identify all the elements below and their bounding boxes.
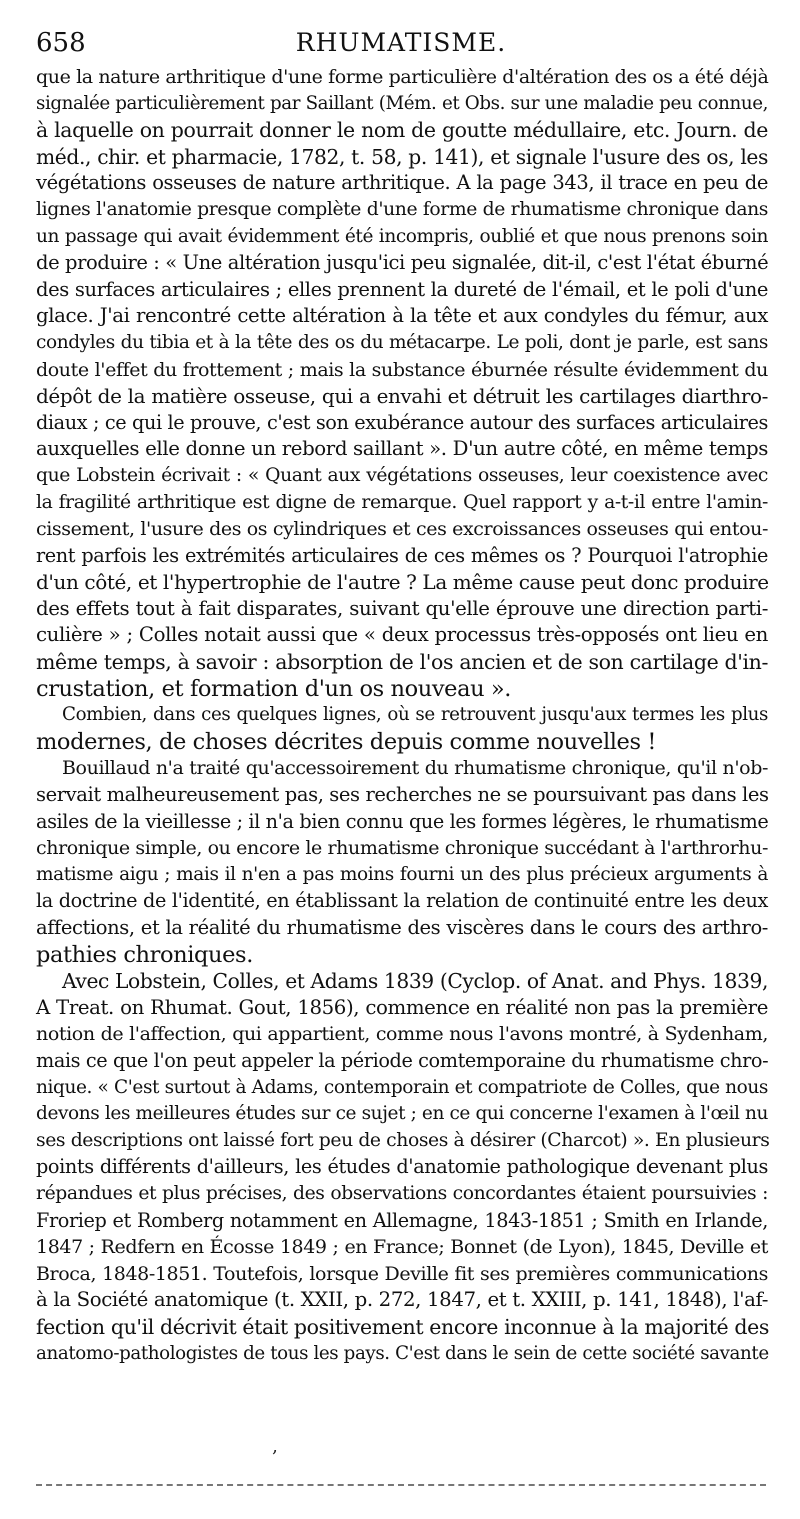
text-line: méd., chir. et pharmacie, 1782, t. 58, p. 141), et signale l'usure des os, les xyxy=(36,144,768,169)
text-line: à laquelle on pourrait donner le nom de goutte médullaire, etc. Journ. de xyxy=(36,118,768,143)
text-line: à la Société anatomique (t. XXII, p. 272, 1847, et t. XXIII, p. 141, 1848), l'af- xyxy=(36,1288,768,1312)
text-line: affections, et la réalité du rhumatisme des viscères dans le cours des arthro- xyxy=(36,916,768,939)
text-line: d'un côté, et l'hypertrophie de l'autre ? La même cause peut donc produire xyxy=(36,570,769,595)
page-header xyxy=(36,26,766,60)
text-line: cissement, l'usure des os cylindriques et ces excroissances osseuses qui entou- xyxy=(36,518,768,541)
text-line: de produire : « Une altération jusqu'ici peu signalée, dit-il, c'est l'état éburné xyxy=(36,251,769,275)
text-line: crustation, et formation d'un os nouveau ». xyxy=(36,675,512,702)
text-line: glace. J'ai rencontré cette altération à la tête et aux condyles du fémur, aux xyxy=(36,304,768,328)
text-line: condyles du tibia et à la tête des os du métacarpe. Le poli, dont je parle, est sans xyxy=(36,331,768,353)
text-line: des effets tout à fait disparates, suivant qu'elle éprouve une direction parti- xyxy=(36,596,768,620)
text-line: doute l'effet du frottement ; mais la substance éburnée résulte évidemment du xyxy=(36,358,768,381)
text-line: Broca, 1848-1851. Toutefois, lorsque Deville fit ses premières communications xyxy=(36,1262,768,1285)
text-line: répandues et plus précises, des observations concordantes étaient poursuivies : xyxy=(36,1182,768,1204)
text-line: asiles de la vieillesse ; il n'a bien connu que les formes légères, le rhumatisme xyxy=(36,809,769,833)
paragraph-first-line: Combien, dans ces quelques lignes, où se retrouvent jusqu'aux termes les plus xyxy=(62,704,768,726)
text-line: auxquelles elle donne un rebord saillant ». D'un autre côté, en même temps xyxy=(36,437,768,461)
text-line: fection qu'il décrivit était positivement encore inconnue à la majorité des xyxy=(36,1314,769,1339)
text-line: diaux ; ce qui le prouve, c'est son exubérance autour des surfaces articulaires xyxy=(36,410,768,434)
text-line: modernes, de choses décrites depuis comme nouvelles ! xyxy=(36,728,657,755)
text-line: que Lobstein écrivait : « Quant aux végétations osseuses, leur coexistence avec xyxy=(36,464,768,486)
text-line: devons les meilleures études sur ce sujet ; en ce qui concerne l'examen à l'œil nu xyxy=(36,1103,768,1125)
text-line: végétations osseuses de nature arthritique. A la page 343, il trace en peu de xyxy=(36,171,768,195)
ink-speck: ‚ xyxy=(272,1436,278,1457)
running-title: RHUMATISME. xyxy=(295,28,507,57)
text-line: points différents d'ailleurs, les études d'anatomie pathologique devenant plus xyxy=(36,1155,768,1179)
paragraph-first-line: Avec Lobstein, Colles, et Adams 1839 (Cyclop. of Anat. and Phys. 1839, xyxy=(62,969,769,994)
text-line: ses descriptions ont laissé fort peu de choses à désirer (Charcot) ». En plusieurs xyxy=(36,1129,770,1151)
text-line: Froriep et Romberg notamment en Allemagne, 1843-1851 ; Smith en Irlande, xyxy=(36,1208,768,1232)
text-line: chronique simple, ou encore le rhumatisme chronique succédant à l'arthrorhu- xyxy=(36,837,768,860)
text-line: des surfaces articulaires ; elles prennent la dureté de l'émail, et le poli d'une xyxy=(36,277,768,301)
paragraph-first-line: Bouillaud n'a traité qu'accessoirement du rhumatisme chronique, qu'il n'ob- xyxy=(62,757,768,780)
text-line: la fragilité arthritique est digne de remarque. Quel rapport y a-t-il entre l'amin- xyxy=(36,491,768,513)
text-line: que la nature arthritique d'une forme particulière d'altération des os a été déjà xyxy=(36,66,769,88)
text-line: nique. « C'est surtout à Adams, contemporain et compatriote de Colles, que nous xyxy=(36,1076,768,1098)
text-line: mais ce que l'on peut appeler la période comtemporaine du rhumatisme chro- xyxy=(36,1048,769,1072)
text-line: 1847 ; Redfern en Écosse 1849 ; en France; Bonnet (de Lyon), 1845, Deville et xyxy=(36,1236,768,1259)
text-line: notion de l'affection, qui appartient, comme nous l'avons montré, à Sydenham, xyxy=(36,1023,768,1046)
text-line: anatomo-pathologistes de tous les pays. C'est dans le sein de cette société savante xyxy=(36,1342,769,1364)
text-line: servait malheureusement pas, ses recherches ne se poursuivant pas dans les xyxy=(36,783,769,807)
text-line: A Treat. on Rhumat. Gout, 1856), commence en réalité non pas la première xyxy=(36,995,768,1019)
text-line: lignes l'anatomie presque complète d'une forme de rhumatisme chronique dans xyxy=(36,198,768,220)
body-text xyxy=(36,64,768,1367)
text-line: dépôt de la matière osseuse, qui a envahi et détruit les cartilages diarthro- xyxy=(36,384,768,409)
text-line: un passage qui avait évidemment été incompris, oublié et que nous prenons soin xyxy=(36,225,768,247)
text-line: même temps, à savoir : absorption de l'os ancien et de son cartilage d'in- xyxy=(36,650,768,675)
page-number: 658 xyxy=(36,28,86,58)
text-line: matisme aigu ; mais il n'en a pas moins fourni un des plus précieux arguments à xyxy=(36,863,768,885)
text-line: pathies chroniques. xyxy=(36,941,253,968)
text-line: culière » ; Colles notait aussi que « deux processus très-opposés ont lieu en xyxy=(36,623,768,647)
text-line: la doctrine de l'identité, en établissant la relation de continuité entre les deux xyxy=(36,889,768,913)
text-line: signalée particulièrement par Saillant (Mém. et Obs. sur une maladie peu connue, xyxy=(36,92,768,114)
footer-rule xyxy=(36,1484,766,1486)
text-line: rent parfois les extrémités articulaires de ces mêmes os ? Pourquoi l'atrophie xyxy=(36,543,768,567)
